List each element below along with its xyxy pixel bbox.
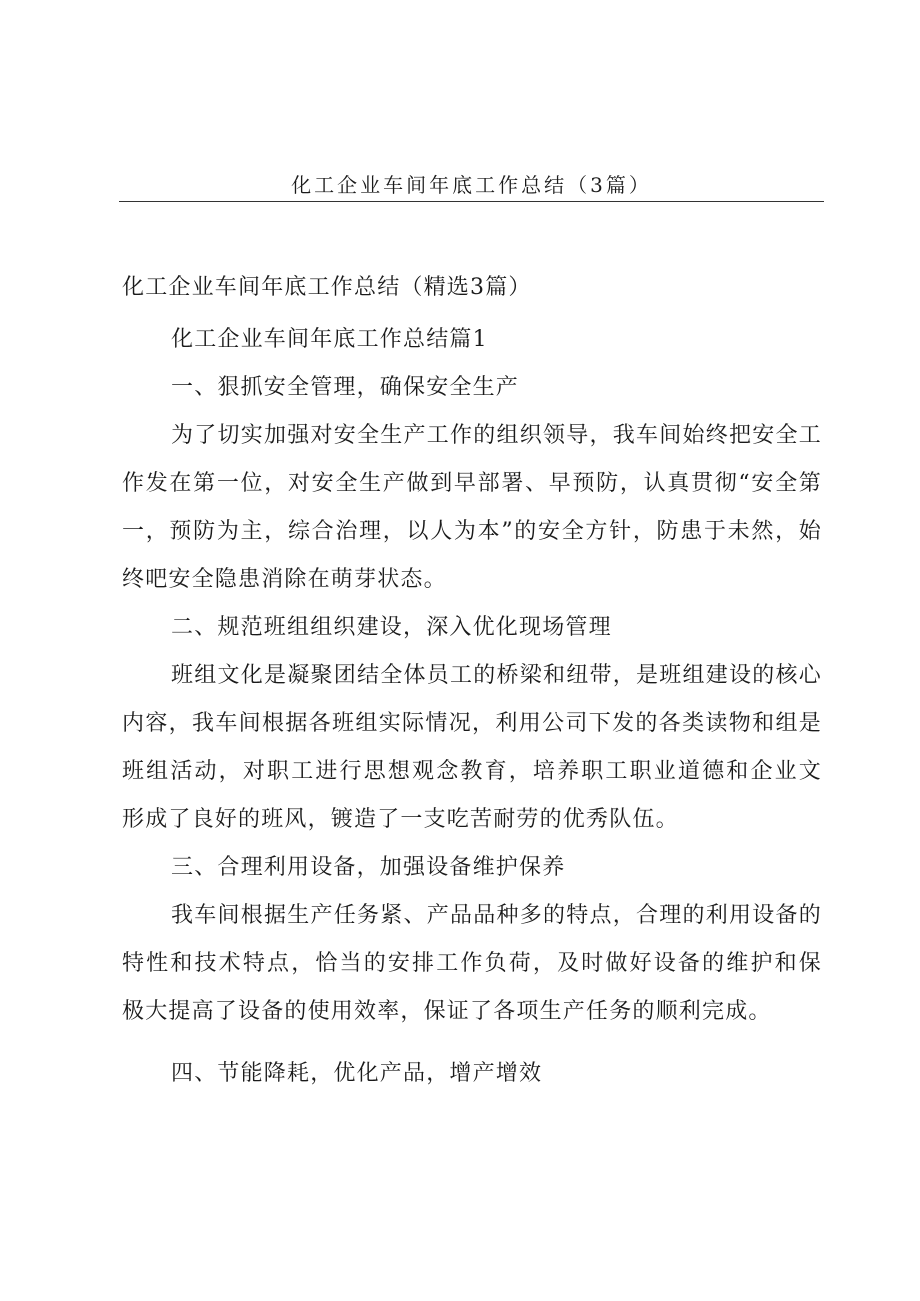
paragraph-line: 特性和技术特点，恰当的安排工作负荷，及时做好设备的维护和保 xyxy=(122,951,822,976)
document-body xyxy=(122,268,822,1094)
section-heading-3: 三、合理利用设备，加强设备维护保养 xyxy=(171,855,566,880)
paragraph-line: 内容，我车间根据各班组实际情况，利用公司下发的各类读物和组是 xyxy=(122,711,822,736)
paragraph-line: 我车间根据生产任务紧、产品品种多的特点，合理的利用设备的 xyxy=(171,903,822,928)
paragraph-line: 班组活动，对职工进行思想观念教育，培养职工职业道德和企业文 xyxy=(122,759,822,784)
section-heading-2: 二、规范班组组织建设，深入优化现场管理 xyxy=(171,615,612,640)
paragraph-line: 作发在第一位，对安全生产做到早部署、早预防，认真贯彻“安全第 xyxy=(122,471,822,496)
paragraph-line: 班组文化是凝聚团结全体员工的桥梁和纽带，是班组建设的核心 xyxy=(171,663,822,688)
document-main-title: 化工企业车间年底工作总结（精选3篇） xyxy=(122,275,532,300)
paragraph-line: 极大提高了设备的使用效率，保证了各项生产任务的顺利完成。 xyxy=(122,999,772,1024)
article-title: 化工企业车间年底工作总结篇1 xyxy=(171,327,488,352)
paragraph-line: 形成了良好的班风，镀造了一支吃苦耐劳的优秀队伍。 xyxy=(122,807,679,832)
header-divider xyxy=(119,201,824,202)
paragraph-line: 为了切实加强对安全生产工作的组织领导，我车间始终把安全工 xyxy=(171,423,822,448)
page-header-title: 化工企业车间年底工作总结（3篇） xyxy=(291,173,652,197)
paragraph-line: 一，预防为主，综合治理，以人为本”的安全方针，防患于未然，始 xyxy=(122,519,822,544)
section-heading-1: 一、狠抓安全管理，确保安全生产 xyxy=(171,375,520,400)
section-heading-4: 四、节能降耗，优化产品，增产增效 xyxy=(171,1061,543,1086)
paragraph-line: 终吧安全隐患消除在萌芽状态。 xyxy=(122,567,447,592)
